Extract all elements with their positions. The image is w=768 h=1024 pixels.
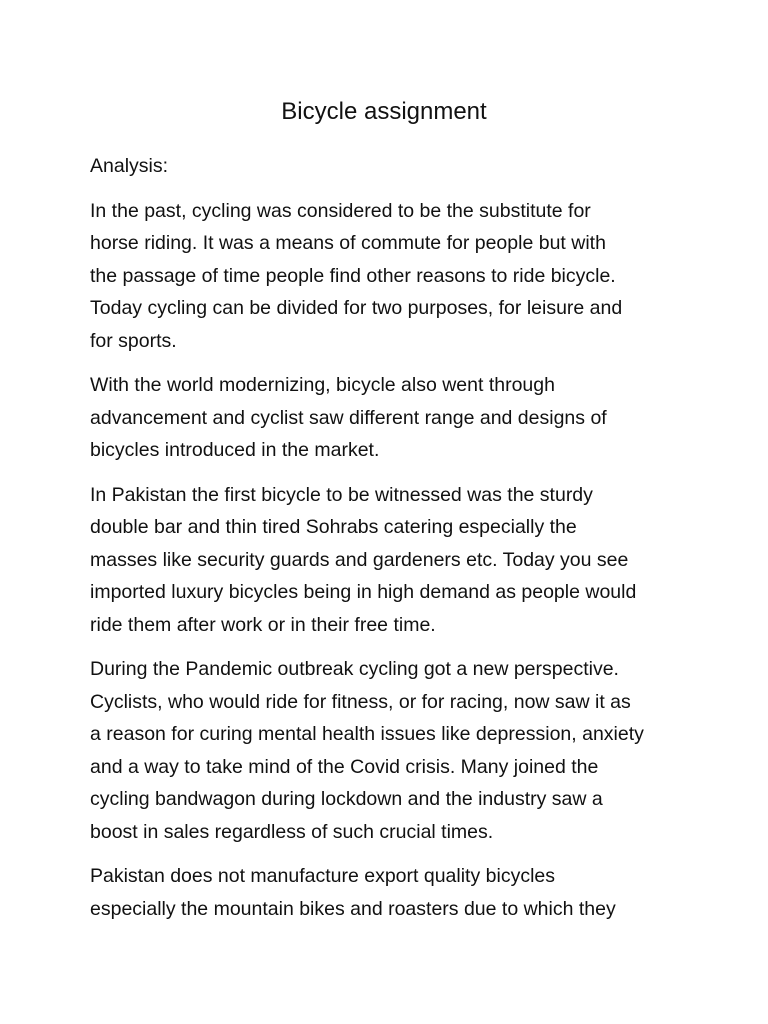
text-line: In the past, cycling was considered to be the substitute for [90,199,591,222]
text-line: Pakistan does not manufacture export quality bicycles [90,865,556,887]
text-line: and a way to take mind of the Covid crisis. Many joined the [90,755,599,778]
text-line: In Pakistan the first bicycle to be witnessed was the sturdy [90,483,593,506]
paragraph-pandemic [90,653,690,848]
text-line: Today cycling can be divided for two purposes, for leisure and [90,297,623,319]
text-line: ride them after work or in their free time. [90,613,436,636]
text-line: With the world modernizing, bicycle also went through [90,374,555,396]
text-line: Analysis: [90,155,169,177]
text-line: During the Pandemic outbreak cycling got a new perspective. [90,658,619,680]
paragraph-history [90,195,690,358]
document-title: Bicycle assignment [281,98,487,125]
text-line: a reason for curing mental health issues like depression, anxiety [90,723,644,745]
text-line: especially the mountain bikes and roasters due to which they [90,897,616,920]
text-line: boost in sales regardless of such crucial times. [90,820,494,843]
paragraph-pakistan-history [90,479,690,642]
text-line: double bar and thin tired Sohrabs catering especially the [90,516,577,538]
text-line: the passage of time people find other reasons to ride bicycle. [90,264,616,287]
text-line: masses like security guards and gardeners etc. Today you see [90,548,629,571]
text-line: advancement and cyclist saw different range and designs of [90,406,607,429]
paragraph-analysis-heading [90,150,690,183]
text-line: Cyclists, who would ride for fitness, or for racing, now saw it as [90,690,631,713]
text-line: horse riding. It was a means of commute for people but with [90,232,606,254]
document-body [90,150,690,937]
paragraph-manufacturing [90,860,690,925]
text-line: imported luxury bicycles being in high demand as people would [90,581,637,603]
text-line: cycling bandwagon during lockdown and the industry saw a [90,788,603,810]
paragraph-modernizing [90,369,690,467]
text-line: for sports. [90,329,177,352]
text-line: bicycles introduced in the market. [90,439,380,461]
